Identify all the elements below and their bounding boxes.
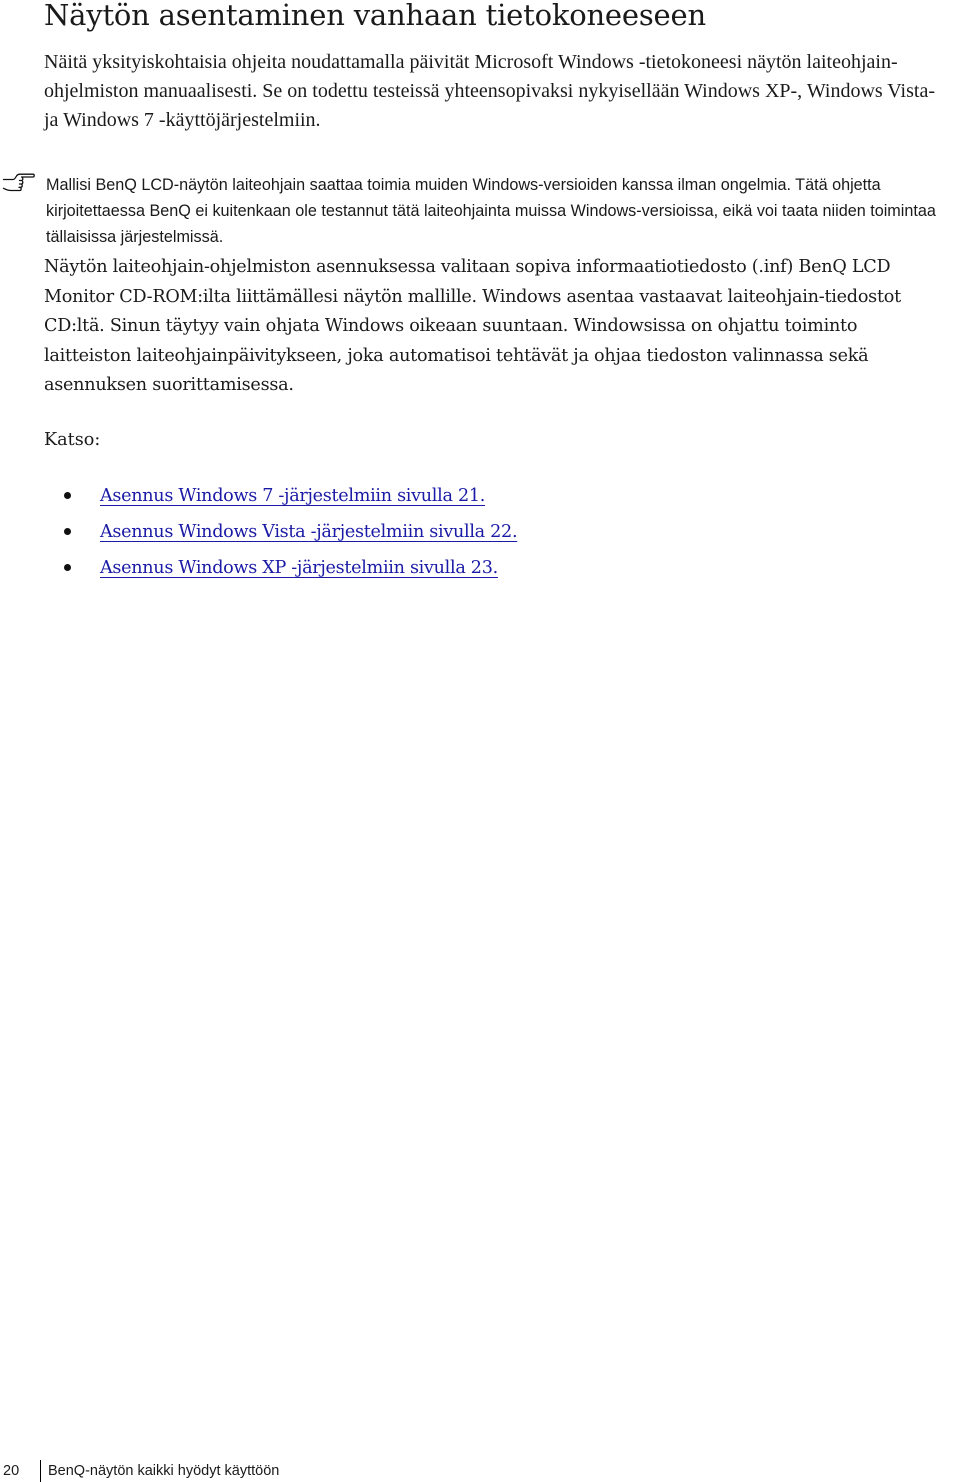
link-windows-7[interactable]: Asennus Windows 7 -järjestelmiin sivulla 21. <box>100 486 486 506</box>
body-paragraph: Näytön laiteohjain-ohjelmiston asennuksessa valitaan sopiva informaatiotiedosto (.inf) BenQ LCD Monitor CD-ROM:ilta liittämällesi näytön mallille. Windows asentaa vastaavat laiteohjain-tiedostot CD:ltä. Sinun täytyy vain ohjata Windows oikeaan suuntaan. Windowsissa on ohjattu toiminto laitteiston laiteohjainpäivitykseen, joka automatisoi tehtävät ja ohjaa tiedoston valinnassa sekä asennuksen suorittamisessa. <box>44 257 901 396</box>
page-footer <box>0 1460 960 1482</box>
page-number: 20 <box>3 1463 20 1479</box>
list-item <box>0 478 900 514</box>
note-text: Mallisi BenQ LCD-näytön laiteohjain saattaa toimia muiden Windows-versioiden kanssa ilman ongelmia. Tätä ohjetta kirjoitettaessa BenQ ei kuitenkaan ole testannut tätä laiteohjainta muissa Windows-versioissa, eikä voi taata niiden toimintaa tällaisissa järjestelmissä. <box>46 176 936 246</box>
footer-title: BenQ-näytön kaikki hyödyt käyttöön <box>48 1463 280 1479</box>
link-windows-vista[interactable]: Asennus Windows Vista -järjestelmiin sivulla 22. <box>100 522 518 542</box>
page-title: Näytön asentaminen vanhaan tietokoneeseen <box>44 0 706 32</box>
see-also-list <box>0 478 900 586</box>
intro-paragraph: Näitä yksityiskohtaisia ohjeita noudattamalla päivität Microsoft Windows -tietokoneesi näytön laiteohjain-ohjelmiston manuaalisesti. Se on todettu testeissä yhteensopivaksi nykyisellään Windows XP-, Windows Vista- ja Windows 7 -käyttöjärjestelmiin. <box>44 51 935 131</box>
footer-divider <box>40 1460 41 1482</box>
see-also-label: Katso: <box>44 430 101 450</box>
list-item <box>0 514 900 550</box>
bullet-icon <box>64 492 71 499</box>
pointing-hand-icon <box>2 172 36 194</box>
link-windows-xp[interactable]: Asennus Windows XP -järjestelmiin sivulla 23. <box>100 558 498 578</box>
list-item <box>0 550 900 586</box>
bullet-icon <box>64 528 71 535</box>
bullet-icon <box>64 564 71 571</box>
